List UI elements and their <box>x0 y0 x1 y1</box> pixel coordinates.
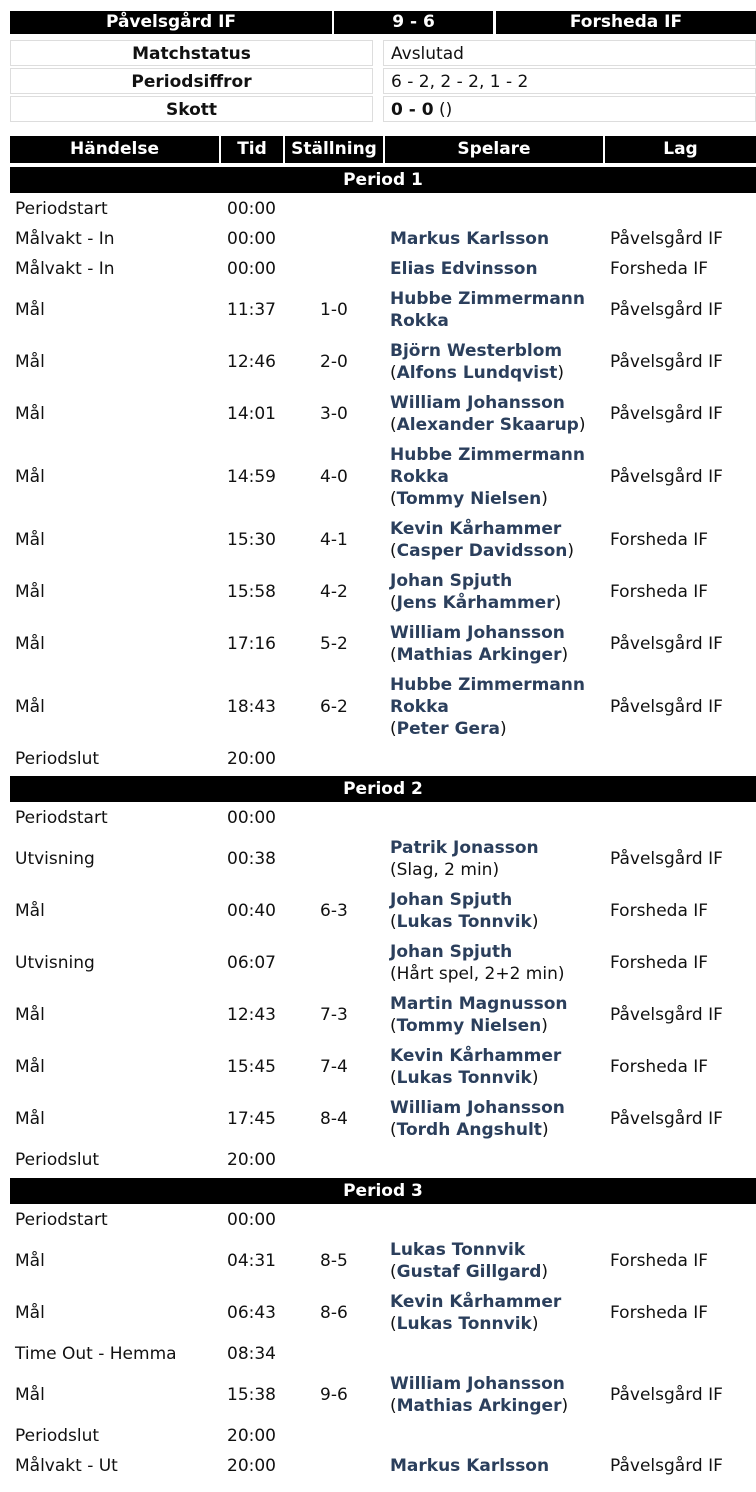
event-time: 04:31 <box>227 1251 276 1271</box>
event-score: 3-0 <box>320 404 348 424</box>
player-name-link[interactable]: Jens Kårhammer <box>396 593 555 613</box>
player-line <box>390 674 585 696</box>
event-time: 20:00 <box>227 1426 276 1446</box>
column-header-standing: Ställning <box>285 136 383 163</box>
event-score: 9-6 <box>320 1385 348 1405</box>
event-row <box>0 1451 756 1481</box>
event-player <box>390 833 539 885</box>
player-line <box>390 644 568 666</box>
event-team: Forsheda IF <box>610 953 709 973</box>
event-team: Påvelsgård IF <box>610 1456 723 1476</box>
shots-extra: () <box>433 100 453 120</box>
event-type: Mål <box>15 1303 45 1323</box>
player-line <box>390 993 568 1015</box>
player-line <box>390 570 561 592</box>
player-line <box>390 1455 549 1477</box>
event-time: 18:43 <box>227 697 276 717</box>
player-name-link[interactable]: Elias Edvinsson <box>390 259 538 279</box>
event-time: 15:30 <box>227 530 276 550</box>
away-team-name: Forsheda IF <box>496 11 756 34</box>
event-team: Påvelsgård IF <box>610 404 723 424</box>
event-time: 20:00 <box>227 749 276 769</box>
event-row <box>0 1369 756 1421</box>
paren-close: ) <box>499 719 507 739</box>
event-time: 15:45 <box>227 1057 276 1077</box>
event-team: Forsheda IF <box>610 259 709 279</box>
event-team: Påvelsgård IF <box>610 1109 723 1129</box>
event-type: Målvakt - In <box>15 259 115 279</box>
event-time: 20:00 <box>227 1456 276 1476</box>
info-label: Matchstatus <box>10 40 373 66</box>
player-name-link[interactable]: Tordh Angshult <box>396 1120 542 1140</box>
paren-open: ( <box>390 489 397 509</box>
player-line <box>390 889 538 911</box>
event-type: Periodstart <box>15 199 108 219</box>
home-team-name: Påvelsgård IF <box>10 11 332 34</box>
event-row <box>0 514 756 566</box>
player-name-link[interactable]: Alfons Lundqvist <box>396 363 558 383</box>
player-name-link[interactable]: Kevin Kårhammer <box>390 1046 562 1066</box>
paren-open: ( <box>390 1314 397 1334</box>
player-line <box>390 1373 568 1395</box>
paren-close: ) <box>541 489 548 509</box>
event-row <box>0 284 756 336</box>
event-row <box>0 989 756 1041</box>
player-line <box>390 1119 565 1141</box>
player-name-link[interactable]: Martin Magnusson <box>390 994 568 1014</box>
event-score: 4-0 <box>320 467 348 487</box>
player-name-link[interactable]: Peter Gera <box>396 719 500 739</box>
event-type: Mål <box>15 901 45 921</box>
event-row <box>0 1205 756 1235</box>
player-line <box>390 592 561 614</box>
event-time: 14:01 <box>227 404 276 424</box>
event-team: Forsheda IF <box>610 1251 709 1271</box>
player-line <box>390 1291 561 1313</box>
player-name-link[interactable]: Lukas Tonnvik <box>390 1240 526 1260</box>
player-name-link[interactable]: Johan Spjuth <box>390 890 513 910</box>
event-time: 00:38 <box>227 849 276 869</box>
event-type: Periodstart <box>15 808 108 828</box>
info-row-matchstatus <box>10 40 756 66</box>
player-name-link[interactable]: Rokka <box>390 311 449 331</box>
event-team: Påvelsgård IF <box>610 697 723 717</box>
event-team: Påvelsgård IF <box>610 300 723 320</box>
event-row <box>0 744 756 774</box>
player-line <box>390 1395 568 1417</box>
player-line <box>390 696 585 718</box>
event-team: Påvelsgård IF <box>610 634 723 654</box>
period-header: Period 1 <box>10 167 756 193</box>
event-team: Påvelsgård IF <box>610 849 723 869</box>
event-player <box>390 1369 568 1421</box>
event-row <box>0 224 756 254</box>
paren-close: ) <box>578 415 586 435</box>
column-header-team: Lag <box>605 136 756 163</box>
player-line <box>390 310 585 332</box>
event-score: 8-4 <box>320 1109 348 1129</box>
player-name-link[interactable]: Mathias Arkinger <box>396 645 562 665</box>
player-name-link[interactable]: Tommy Nielsen <box>396 1016 542 1036</box>
player-name-link[interactable]: Björn Westerblom <box>390 341 563 361</box>
event-team: Påvelsgård IF <box>610 352 723 372</box>
paren-close: ) <box>541 1120 549 1140</box>
event-type: Målvakt - In <box>15 229 115 249</box>
event-type: Mål <box>15 634 45 654</box>
event-time: 15:38 <box>227 1385 276 1405</box>
player-line <box>390 392 585 414</box>
event-player <box>390 254 538 284</box>
event-type: Time Out - Hemma <box>15 1344 177 1364</box>
event-score: 7-4 <box>320 1057 348 1077</box>
event-row <box>0 1235 756 1287</box>
paren-open: ( <box>390 593 397 613</box>
event-type: Periodslut <box>15 1150 100 1170</box>
event-row <box>0 254 756 284</box>
player-name-link[interactable]: Markus Karlsson <box>390 229 550 249</box>
period-header: Period 3 <box>10 1178 756 1204</box>
event-score: 1-0 <box>320 300 348 320</box>
paren-open: ( <box>390 1262 397 1282</box>
paren-close: ) <box>531 1314 539 1334</box>
event-player <box>390 514 574 566</box>
player-name-link[interactable]: Johan Spjuth <box>390 942 513 962</box>
event-score: 8-6 <box>320 1303 348 1323</box>
paren-close: ) <box>561 645 569 665</box>
event-row <box>0 1339 756 1369</box>
event-score: 8-5 <box>320 1251 348 1271</box>
event-score: 2-0 <box>320 352 348 372</box>
event-type: Mål <box>15 1109 45 1129</box>
event-player <box>390 1093 565 1145</box>
player-name-link[interactable]: Rokka <box>390 467 449 487</box>
player-line <box>390 362 564 384</box>
event-row <box>0 1421 756 1451</box>
event-type: Utvisning <box>15 849 95 869</box>
event-type: Mål <box>15 1057 45 1077</box>
event-player <box>390 440 585 514</box>
final-score: 9 - 6 <box>334 11 493 34</box>
paren-open: ( <box>390 1016 397 1036</box>
paren-close: ) <box>557 363 565 383</box>
player-name-link[interactable]: Hubbe Zimmermann <box>390 289 586 309</box>
event-time: 00:00 <box>227 808 276 828</box>
player-name-link[interactable]: Rokka <box>390 697 449 717</box>
event-player <box>390 388 585 440</box>
event-type: Mål <box>15 582 45 602</box>
event-row <box>0 1041 756 1093</box>
event-score: 4-2 <box>320 582 348 602</box>
player-line <box>390 488 585 510</box>
event-type: Utvisning <box>15 953 95 973</box>
info-value: Avslutad <box>383 40 756 66</box>
event-time: 06:07 <box>227 953 276 973</box>
event-row <box>0 937 756 989</box>
event-player <box>390 336 564 388</box>
player-name-link[interactable]: Casper Davidsson <box>396 541 568 561</box>
player-line <box>390 1261 548 1283</box>
event-time: 15:58 <box>227 582 276 602</box>
event-score: 4-1 <box>320 530 348 550</box>
player-name-link[interactable]: Kevin Kårhammer <box>390 519 562 539</box>
player-line <box>390 1097 565 1119</box>
player-line: (Slag, 2 min) <box>390 860 500 880</box>
info-row-skott <box>10 96 756 122</box>
event-row <box>0 1287 756 1339</box>
player-line <box>390 718 585 740</box>
event-time: 00:00 <box>227 259 276 279</box>
event-row <box>0 1145 756 1175</box>
event-player <box>390 224 549 254</box>
match-header <box>10 11 756 34</box>
event-team: Påvelsgård IF <box>610 1005 723 1025</box>
paren-open: ( <box>390 912 397 932</box>
player-name-link[interactable]: Tommy Nielsen <box>396 489 542 509</box>
period-header: Period 2 <box>10 776 756 802</box>
player-line <box>390 1067 561 1089</box>
player-name-link[interactable]: William Johansson <box>390 1374 565 1394</box>
event-row <box>0 440 756 514</box>
event-type: Mål <box>15 404 45 424</box>
player-name-link[interactable]: Markus Karlsson <box>390 1456 550 1476</box>
event-team: Påvelsgård IF <box>610 467 723 487</box>
event-player <box>390 618 568 670</box>
event-score: 5-2 <box>320 634 348 654</box>
event-row <box>0 670 756 744</box>
paren-open: ( <box>390 1120 397 1140</box>
paren-open: ( <box>390 1396 397 1416</box>
player-line <box>390 228 549 250</box>
paren-open: ( <box>390 541 397 561</box>
info-label: Skott <box>10 96 373 122</box>
event-row <box>0 566 756 618</box>
player-line <box>390 911 538 933</box>
event-score: 6-2 <box>320 697 348 717</box>
paren-open: ( <box>390 363 397 383</box>
player-name-link[interactable]: Gustaf Gillgard <box>396 1262 542 1282</box>
event-time: 12:46 <box>227 352 276 372</box>
event-player <box>390 284 585 336</box>
event-team: Forsheda IF <box>610 582 709 602</box>
event-type: Mål <box>15 697 45 717</box>
event-player <box>390 885 538 937</box>
event-player <box>390 1235 548 1287</box>
event-player <box>390 989 568 1041</box>
event-type: Periodslut <box>15 749 100 769</box>
event-time: 00:40 <box>227 901 276 921</box>
event-time: 14:59 <box>227 467 276 487</box>
player-name-link[interactable]: Hubbe Zimmermann <box>390 445 586 465</box>
player-line: (Hårt spel, 2+2 min) <box>390 964 565 984</box>
player-line <box>390 837 539 859</box>
shots-score: 0 - 0 <box>391 100 434 120</box>
event-player <box>390 566 561 618</box>
player-name-link[interactable]: Hubbe Zimmermann <box>390 675 586 695</box>
event-type: Mål <box>15 1385 45 1405</box>
event-time: 06:43 <box>227 1303 276 1323</box>
event-row <box>0 336 756 388</box>
event-team: Forsheda IF <box>610 530 709 550</box>
info-value: 6 - 2, 2 - 2, 1 - 2 <box>383 68 756 94</box>
event-team: Forsheda IF <box>610 1057 709 1077</box>
player-name-link[interactable]: Lukas Tonnvik <box>396 912 532 932</box>
event-time: 11:37 <box>227 300 276 320</box>
player-name-link[interactable]: Lukas Tonnvik <box>396 1068 532 1088</box>
event-player <box>390 1041 561 1093</box>
event-time: 00:00 <box>227 1210 276 1230</box>
paren-close: ) <box>561 1396 569 1416</box>
player-line <box>390 258 538 280</box>
event-player <box>390 670 585 744</box>
player-line <box>390 414 585 436</box>
event-type: Periodslut <box>15 1426 100 1446</box>
paren-open: ( <box>390 1068 397 1088</box>
player-line <box>390 288 585 310</box>
paren-open: ( <box>390 645 397 665</box>
event-player <box>390 937 565 989</box>
player-line <box>390 1045 561 1067</box>
player-line <box>390 1239 548 1261</box>
event-team: Påvelsgård IF <box>610 229 723 249</box>
paren-close: ) <box>531 1068 539 1088</box>
paren-close: ) <box>531 912 539 932</box>
event-time: 08:34 <box>227 1344 276 1364</box>
event-time: 20:00 <box>227 1150 276 1170</box>
event-player <box>390 1287 561 1339</box>
player-line <box>390 340 564 362</box>
event-type: Målvakt - Ut <box>15 1456 118 1476</box>
paren-close: ) <box>541 1262 548 1282</box>
event-team: Påvelsgård IF <box>610 1385 723 1405</box>
event-time: 17:45 <box>227 1109 276 1129</box>
event-type: Periodstart <box>15 1210 108 1230</box>
event-player <box>390 1451 549 1481</box>
event-team: Forsheda IF <box>610 901 709 921</box>
event-row <box>0 803 756 833</box>
event-row <box>0 618 756 670</box>
player-line <box>390 1313 561 1335</box>
player-name-link[interactable]: Lukas Tonnvik <box>396 1314 532 1334</box>
player-line <box>390 941 565 963</box>
player-line <box>390 444 585 466</box>
column-header-time: Tid <box>221 136 283 163</box>
event-type: Mål <box>15 467 45 487</box>
info-label: Periodsiffror <box>10 68 373 94</box>
player-line <box>390 518 574 540</box>
column-header-player: Spelare <box>385 136 603 163</box>
player-line <box>390 622 568 644</box>
event-time: 00:00 <box>227 199 276 219</box>
event-type: Mål <box>15 1005 45 1025</box>
player-name-link[interactable]: William Johansson <box>390 393 565 413</box>
event-team: Forsheda IF <box>610 1303 709 1323</box>
info-value <box>383 96 756 122</box>
event-time: 00:00 <box>227 229 276 249</box>
player-name-link[interactable]: Alexander Skaarup <box>396 415 579 435</box>
event-type: Mål <box>15 530 45 550</box>
player-name-link[interactable]: Johan Spjuth <box>390 571 513 591</box>
event-row <box>0 1093 756 1145</box>
paren-close: ) <box>554 593 562 613</box>
player-name-link[interactable]: Mathias Arkinger <box>396 1396 562 1416</box>
paren-open: ( <box>390 719 397 739</box>
event-row <box>0 885 756 937</box>
player-name-link[interactable]: Kevin Kårhammer <box>390 1292 562 1312</box>
column-header-event: Händelse <box>10 136 219 163</box>
player-name-link[interactable]: William Johansson <box>390 1098 565 1118</box>
event-time: 17:16 <box>227 634 276 654</box>
event-row <box>0 388 756 440</box>
event-score: 7-3 <box>320 1005 348 1025</box>
player-name-link[interactable]: Patrik Jonasson <box>390 838 539 858</box>
paren-close: ) <box>541 1016 548 1036</box>
event-row <box>0 194 756 224</box>
player-line <box>390 466 585 488</box>
event-type: Mål <box>15 300 45 320</box>
event-time: 12:43 <box>227 1005 276 1025</box>
info-row-periodsiffror <box>10 68 756 94</box>
paren-close: ) <box>567 541 575 561</box>
event-row <box>0 833 756 885</box>
player-name-link[interactable]: William Johansson <box>390 623 565 643</box>
event-type: Mål <box>15 1251 45 1271</box>
player-line <box>390 540 574 562</box>
player-line <box>390 1015 568 1037</box>
event-type: Mål <box>15 352 45 372</box>
paren-open: ( <box>390 415 397 435</box>
event-score: 6-3 <box>320 901 348 921</box>
